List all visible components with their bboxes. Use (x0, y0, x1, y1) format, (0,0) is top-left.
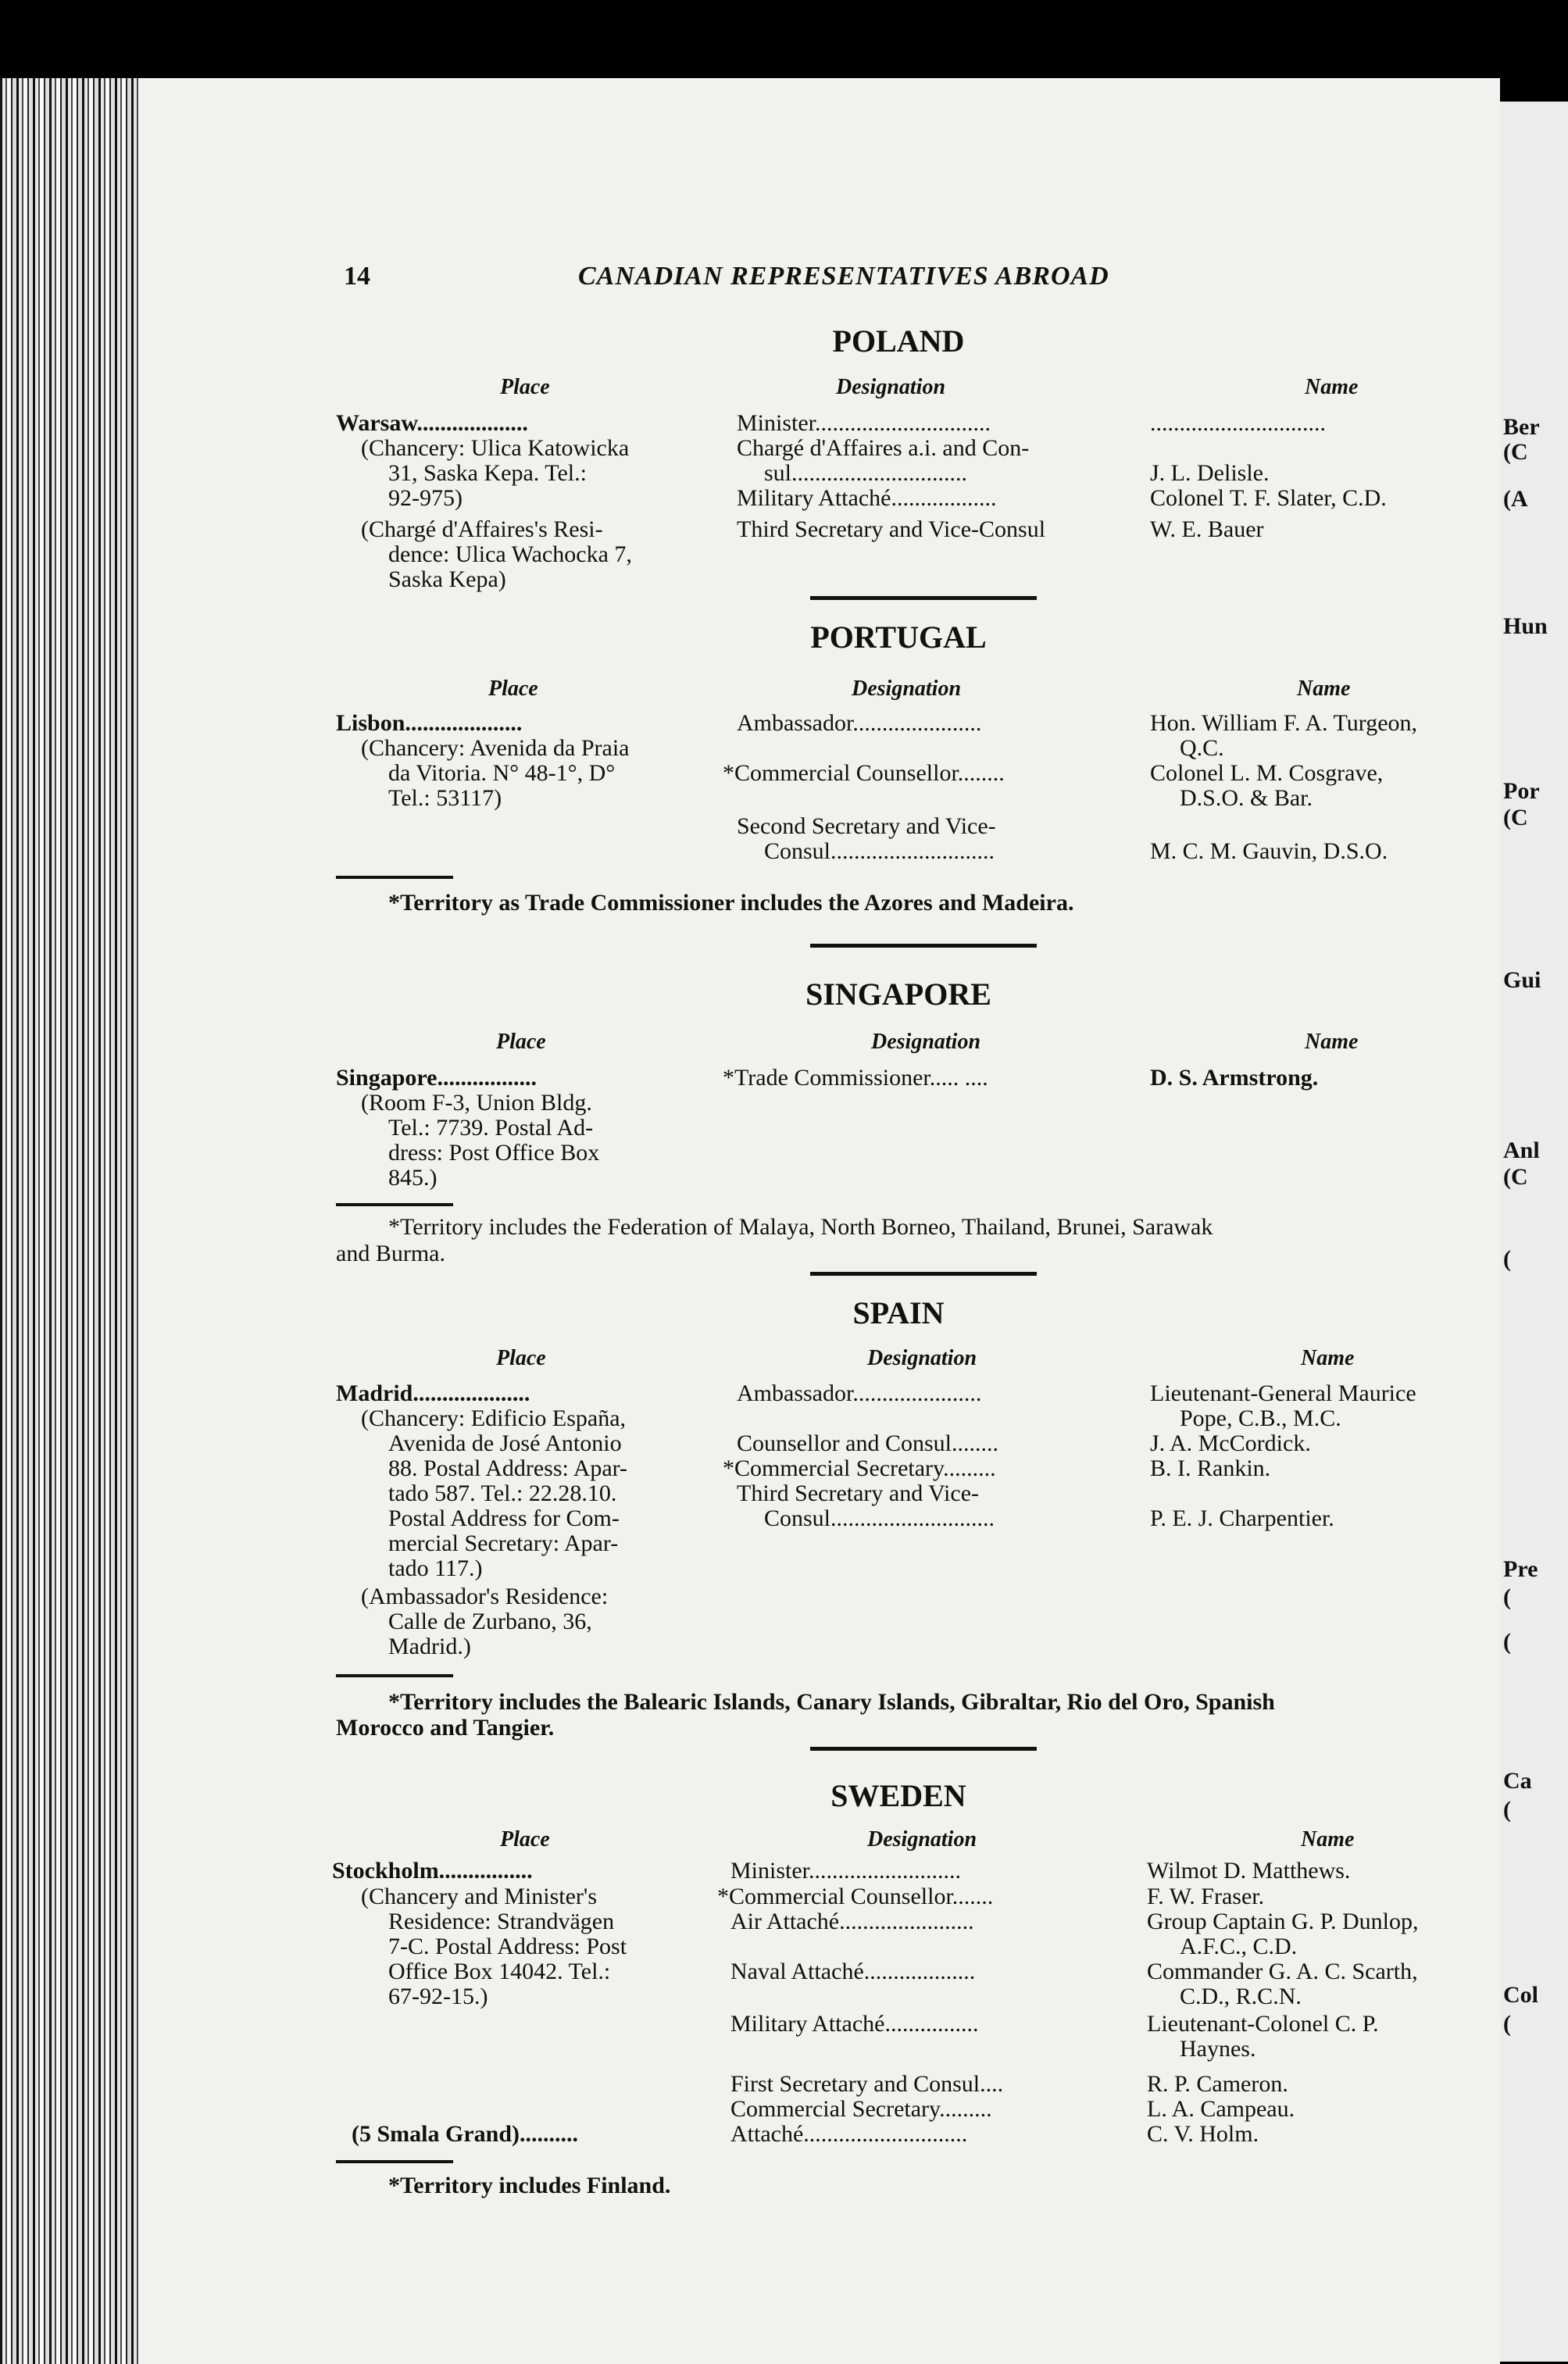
place-line: da Vitoria. N° 48-1°, D° (388, 760, 616, 786)
designation-line: Ambassador...................... (737, 710, 982, 736)
place-line: (Ambassador's Residence: (361, 1584, 609, 1609)
name-line: .............................. (1150, 410, 1326, 436)
designation-line: Third Secretary and Vice- (737, 1480, 980, 1506)
place-line: (Chargé d'Affaires's Resi- (361, 516, 603, 542)
designation-line: Air Attaché....................... (730, 1909, 974, 1934)
name-line: Commander G. A. C. Scarth, (1147, 1959, 1418, 1984)
name-line: Haynes. (1180, 2036, 1256, 2062)
column-header-name: Name (1301, 1346, 1355, 1370)
footnote-rule (336, 2160, 453, 2163)
designation-line: Military Attaché.................. (737, 485, 997, 511)
facing-page-fragment: ( (1503, 2011, 1511, 2037)
place-line: Tel.: 53117) (388, 785, 502, 811)
column-header-name: Name (1297, 677, 1351, 701)
footnote-rule (336, 876, 453, 879)
name-line: L. A. Campeau. (1147, 2096, 1295, 2122)
name-line: A.F.C., C.D. (1180, 1934, 1298, 1959)
place-line: Saska Kepa) (388, 566, 506, 592)
name-line: J. A. McCordick. (1150, 1430, 1311, 1456)
facing-page-fragment: Hun (1503, 613, 1548, 639)
designation-line: Counsellor and Consul........ (737, 1430, 998, 1456)
place-line: Office Box 14042. Tel.: (388, 1959, 611, 1984)
column-header-place: Place (496, 1030, 546, 1054)
facing-page-edge (1500, 102, 1568, 2362)
designation-line: *Trade Commissioner..... .... (723, 1065, 988, 1091)
footnote-line: *Territory as Trade Commissioner includes the Azores and Madeira. (388, 890, 1074, 916)
section-divider (810, 1747, 1037, 1751)
name-line: Pope, C.B., M.C. (1180, 1405, 1341, 1431)
place-line: dress: Post Office Box (388, 1140, 600, 1166)
designation-line: Military Attaché................ (730, 2011, 979, 2037)
facing-page-fragment: ( (1503, 1246, 1511, 1272)
designation-line: Consul............................ (764, 838, 995, 864)
column-header-place: Place (500, 1827, 550, 1852)
place-line: Madrid.................... (336, 1380, 530, 1406)
place-line: Avenida de José Antonio (388, 1430, 622, 1456)
column-header-name: Name (1301, 1827, 1355, 1852)
country-heading: SINGAPORE (805, 977, 991, 1012)
running-head: CANADIAN REPRESENTATIVES ABROAD (578, 262, 1109, 291)
place-line: 67-92-15.) (388, 1984, 488, 2009)
designation-line: First Secretary and Consul.... (730, 2071, 1004, 2097)
designation-line: Ambassador...................... (737, 1380, 982, 1406)
footnote-rule (336, 1674, 453, 1677)
designation-line: *Commercial Secretary......... (723, 1455, 996, 1481)
column-header-place: Place (500, 375, 550, 399)
column-header-designation: Designation (852, 677, 962, 701)
place-line: tado 587. Tel.: 22.28.10. (388, 1480, 617, 1506)
footnote-line: *Territory includes the Federation of Malaya, North Borneo, Thailand, Brunei, Sarawak (388, 1214, 1213, 1240)
name-line: Colonel L. M. Cosgrave, (1150, 760, 1384, 786)
name-line: Lieutenant-General Maurice (1150, 1380, 1416, 1406)
place-line: 845.) (388, 1165, 438, 1191)
designation-line: Commercial Secretary......... (730, 2096, 992, 2122)
footnote-line: and Burma. (336, 1241, 445, 1266)
place-line: (Chancery: Ulica Katowicka (361, 435, 630, 461)
country-heading: PORTUGAL (810, 620, 987, 655)
facing-page-fragment: ( (1503, 1797, 1511, 1823)
designation-line: Minister.......................... (730, 1858, 962, 1884)
column-header-designation: Designation (867, 1827, 977, 1852)
designation-line: Chargé d'Affaires a.i. and Con- (737, 435, 1030, 461)
name-line: Colonel T. F. Slater, C.D. (1150, 485, 1387, 511)
facing-page-fragment: Col (1503, 1982, 1538, 2008)
name-line: Group Captain G. P. Dunlop, (1147, 1909, 1419, 1934)
name-line: Hon. William F. A. Turgeon, (1150, 710, 1418, 736)
place-line: Lisbon.................... (336, 710, 523, 736)
place-line: 92-975) (388, 485, 463, 511)
country-heading: SPAIN (852, 1295, 945, 1330)
place-line: Residence: Strandvägen (388, 1909, 615, 1934)
place-line: (Room F-3, Union Bldg. (361, 1090, 592, 1116)
facing-page-fragment: ( (1503, 1584, 1511, 1610)
name-line: C.D., R.C.N. (1180, 1984, 1302, 2009)
name-line: P. E. J. Charpentier. (1150, 1505, 1334, 1531)
page-number: 14 (344, 262, 370, 291)
name-line: F. W. Fraser. (1147, 1884, 1265, 1909)
facing-page-fragment: (C (1503, 439, 1528, 465)
designation-line: Naval Attaché................... (730, 1959, 976, 1984)
column-header-designation: Designation (836, 375, 946, 399)
place-line: (Chancery: Avenida da Praia (361, 735, 630, 761)
footnote-line: Morocco and Tangier. (336, 1715, 555, 1741)
place-line: (5 Smala Grand).......... (352, 2121, 579, 2147)
column-header-designation: Designation (871, 1030, 981, 1054)
column-header-name: Name (1305, 375, 1359, 399)
designation-line: Second Secretary and Vice- (737, 813, 996, 839)
name-line: W. E. Bauer (1150, 516, 1264, 542)
section-divider (810, 1272, 1037, 1276)
name-line: J. L. Delisle. (1150, 460, 1270, 486)
footnote-rule (336, 1203, 453, 1206)
section-divider (810, 596, 1037, 600)
facing-page-fragment: ( (1503, 1629, 1511, 1655)
section-divider (810, 944, 1037, 948)
place-line: Singapore................. (336, 1065, 537, 1091)
name-line: D. S. Armstrong. (1150, 1065, 1319, 1091)
place-line: Madrid.) (388, 1634, 471, 1659)
place-line: Stockholm................ (332, 1858, 533, 1884)
column-header-place: Place (496, 1346, 546, 1370)
place-line: Warsaw................... (336, 410, 528, 436)
name-line: B. I. Rankin. (1150, 1455, 1271, 1481)
designation-line: Attaché............................ (730, 2121, 968, 2147)
country-heading: SWEDEN (830, 1778, 966, 1813)
designation-line: sul.............................. (764, 460, 968, 486)
footnote-line: *Territory includes Finland. (388, 2173, 671, 2198)
place-line: tado 117.) (388, 1555, 483, 1581)
country-heading: POLAND (832, 323, 965, 359)
facing-page-fragment: Por (1503, 778, 1540, 804)
facing-page-fragment: (C (1503, 1164, 1528, 1190)
column-header-name: Name (1305, 1030, 1359, 1054)
name-line: M. C. M. Gauvin, D.S.O. (1150, 838, 1388, 864)
facing-page-fragment: Ca (1503, 1768, 1532, 1794)
column-header-designation: Designation (867, 1346, 977, 1370)
designation-line: Minister.............................. (737, 410, 991, 436)
name-line: C. V. Holm. (1147, 2121, 1259, 2147)
place-line: Postal Address for Com- (388, 1505, 620, 1531)
place-line: mercial Secretary: Apar- (388, 1530, 619, 1556)
place-line: 31, Saska Kepa. Tel.: (388, 460, 587, 486)
name-line: R. P. Cameron. (1147, 2071, 1288, 2097)
facing-page-fragment: (C (1503, 805, 1528, 830)
book-spine (0, 78, 139, 2364)
place-line: 88. Postal Address: Apar- (388, 1455, 628, 1481)
designation-line: *Commercial Counsellor........ (723, 760, 1005, 786)
place-line: (Chancery: Edificio España, (361, 1405, 627, 1431)
place-line: 7-C. Postal Address: Post (388, 1934, 627, 1959)
place-line: Calle de Zurbano, 36, (388, 1609, 592, 1634)
place-line: (Chancery and Minister's (361, 1884, 597, 1909)
name-line: D.S.O. & Bar. (1180, 785, 1313, 811)
name-line: Q.C. (1180, 735, 1224, 761)
place-line: dence: Ulica Wachocka 7, (388, 541, 632, 567)
facing-page-fragment: (A (1503, 486, 1528, 512)
name-line: Wilmot D. Matthews. (1147, 1858, 1351, 1884)
designation-line: Third Secretary and Vice-Consul (737, 516, 1046, 542)
place-line: Tel.: 7739. Postal Ad- (388, 1115, 594, 1141)
designation-line: Consul............................ (764, 1505, 995, 1531)
facing-page-fragment: Anl (1503, 1137, 1540, 1163)
designation-line: *Commercial Counsellor....... (717, 1884, 994, 1909)
column-header-place: Place (488, 677, 538, 701)
facing-page-fragment: Ber (1503, 414, 1540, 440)
name-line: Lieutenant-Colonel C. P. (1147, 2011, 1379, 2037)
facing-page-fragment: Gui (1503, 967, 1541, 993)
footnote-line: *Territory includes the Balearic Islands, Canary Islands, Gibraltar, Rio del Oro, Spanish (388, 1689, 1275, 1715)
facing-page-fragment: Pre (1503, 1556, 1538, 1582)
